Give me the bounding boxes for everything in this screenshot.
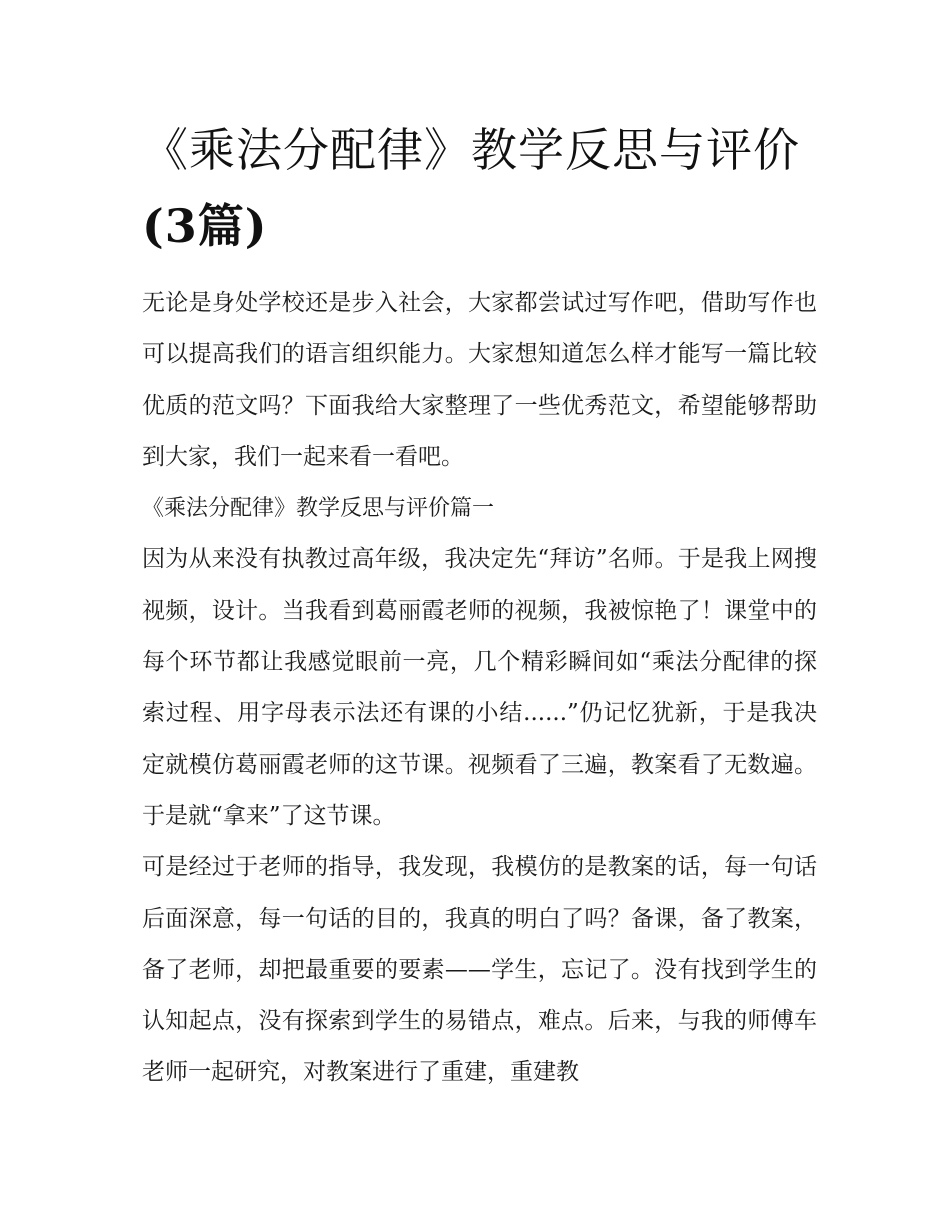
title-main: 《乘法分配律》教学反思与评价 — [142, 123, 800, 177]
document-title — [142, 112, 822, 264]
body-paragraph: 因为从来没有执教过高年级，我决定先“拜访”名师。于是我上网搜视频，设计。当我看到葛丽霞老师的视频，我被惊艳了！课堂中的每个环节都让我感觉眼前一亮，几个精彩瞬间如“乘法分配律的探索过程、用字母表示法还有课的小结......”仍记忆犹新，于是我决定就模仿葛丽霞老师的这节课。视频看了三遍，教案看了无数遍。于是就“拿来”了这节课。 — [142, 546, 817, 829]
section-heading: 《乘法分配律》教学反思与评价篇一 — [142, 496, 495, 522]
title-count: (3篇) — [142, 199, 268, 253]
intro-paragraph: 无论是身处学校还是步入社会，大家都尝试过写作吧，借助写作也可以提高我们的语言组织能力。大家想知道怎么样才能写一篇比较优质的范文吗？下面我给大家整理了一些优秀范文，希望能够帮助到大家，我们一起来看一看吧。 — [142, 290, 817, 470]
document-body — [142, 278, 817, 1099]
body-paragraph: 可是经过于老师的指导，我发现，我模仿的是教案的话，每一句话后面深意，每一句话的目的，我真的明白了吗？备课，备了教案，备了老师，却把最重要的要素——学生，忘记了。没有找到学生的认知起点，没有探索到学生的易错点，难点。后来，与我的师傅车老师一起研究，对教案进行了重建，重建教 — [142, 854, 817, 1086]
